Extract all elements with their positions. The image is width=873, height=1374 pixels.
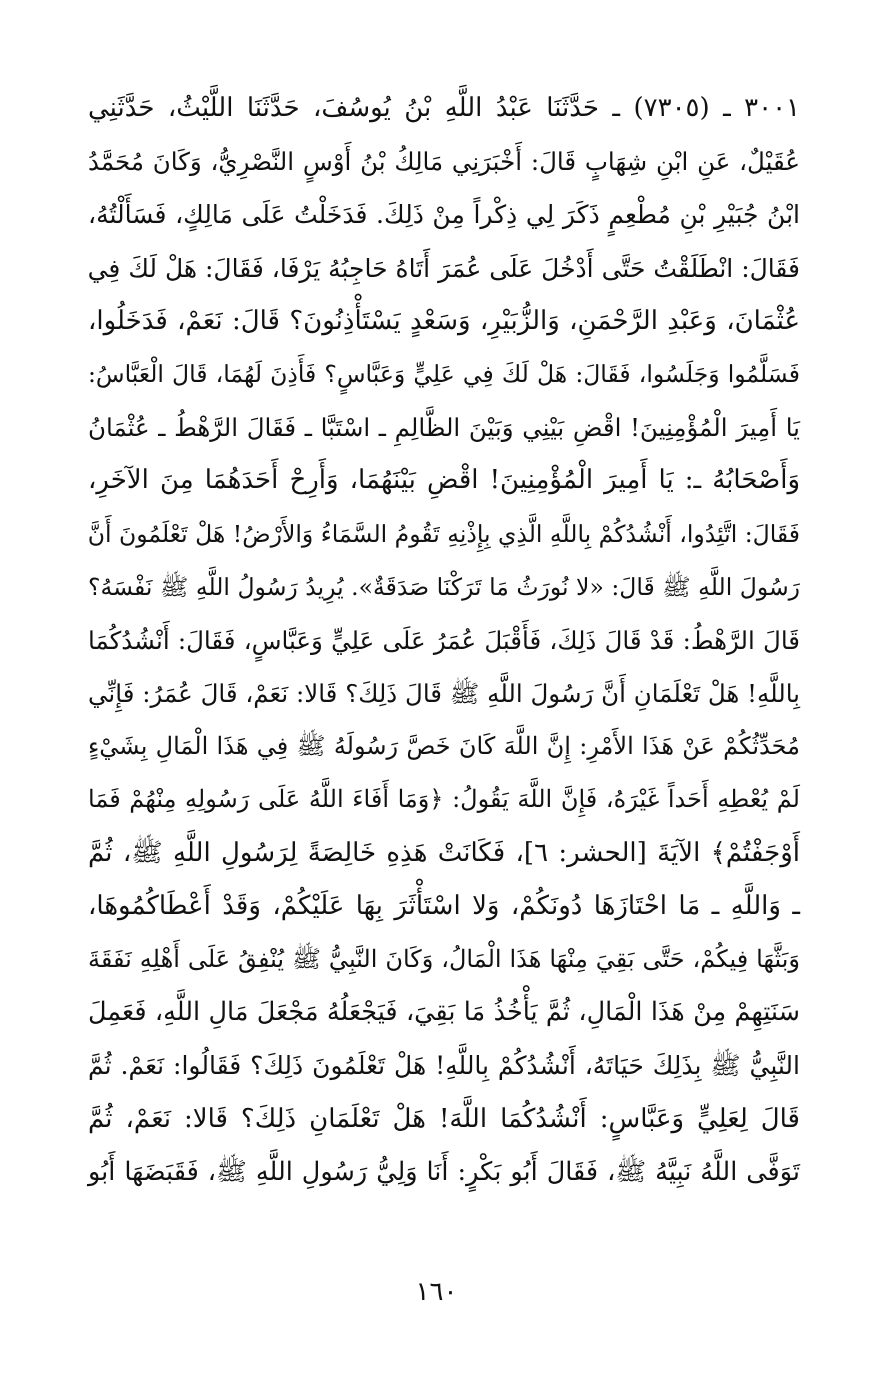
text-line: فَقَالَ: اتَّئِدُوا، أَنْشُدُكُمْ بِاللَّهِ الَّذِي بِإِذْنِهِ تَقُومُ السَّمَاءُ وَالأَرْضُ! هَلْ تَعْلَمُونَ أَنَّ [87, 519, 800, 548]
text-line: فَسَلَّمُوا وَجَلَسُوا، فَقَالَ: هَلْ لَكَ فِي عَلِيٍّ وَعَبَّاسٍ؟ فَأَذِنَ لَهُمَا، قَالَ الْعَبَّاسُ: [88, 359, 800, 388]
page-number: ١٦٠ [415, 1277, 458, 1307]
text-line: وَأَصْحَابُهُ ـ: يَا أَمِيرَ الْمُؤْمِنِينَ! اقْضِ بَيْنَهُمَا، وَأَرِحْ أَحَدَهُمَا مِنَ الآخَرِ، [88, 465, 800, 496]
text-line: قَالَ الرَّهْطُ: قَدْ قَالَ ذَلِكَ، فَأَقْبَلَ عُمَرُ عَلَى عَلِيٍّ وَعَبَّاسٍ، فَقَالَ: أَنْشُدُكُمَا [88, 625, 800, 655]
text-line: لَمْ يُعْطِهِ أَحَداً غَيْرَهُ، فَإِنَّ اللَّهَ يَقُولُ: ﴿وَمَا أَفَاءَ اللَّهُ عَلَى رَسُولِهِ مِنْهُمْ فَمَا [88, 785, 800, 814]
text-line: فَقَالَ: انْطَلَقْتُ حَتَّى أَدْخُلَ عَلَى عُمَرَ أَتَاهُ حَاجِبُهُ يَرْفَا، فَقَالَ: هَلْ لَكَ فِي [87, 253, 800, 283]
text-line: ابْنُ جُبَيْرِ بْنِ مُطْعِمٍ ذَكَرَ لِي ذِكْراً مِنْ ذَلِكَ. فَدَخَلْتُ عَلَى مَالِكٍ، فَسَأَلْتُهُ، [88, 200, 800, 230]
text-line: سَنَتِهِمْ مِنْ هَذَا الْمَالِ، ثُمَّ يَأْخُذُ مَا بَقِيَ، فَيَجْعَلُهُ مَجْعَلَ مَالِ اللَّهِ، فَعَمِلَ [88, 997, 800, 1028]
text-line: أَوْجَفْتُمْ﴾ الآيَةَ [الحشر: ٦]، فَكَانَتْ هَذِهِ خَالِصَةً لِرَسُولِ اللَّهِ ﷺ، ثُمَّ [88, 837, 801, 868]
text-line: تَوَفَّى اللَّهُ نَبِيَّهُ ﷺ، فَقَالَ أَبُو بَكْرٍ: أَنَا وَلِيُّ رَسُولِ اللَّهِ ﷺ، فَقَبَضَهَا أَبُو [88, 1156, 800, 1187]
hadith-text [88, 82, 800, 1199]
text-line: عُقَيْلٌ، عَنِ ابْنِ شِهَابٍ قَالَ: أَخْبَرَنِي مَالِكُ بْنُ أَوْسٍ النَّصْرِيُّ، وَكَانَ مُحَمَّدُ [88, 147, 800, 177]
text-line: عُثْمَانَ، وَعَبْدِ الرَّحْمَنِ، وَالزُّبَيْرِ، وَسَعْدٍ يَسْتَأْذِنُونَ؟ قَالَ: نَعَمْ، فَدَخَلُوا، [88, 305, 800, 336]
text-line: بِاللَّهِ! هَلْ تَعْلَمَانِ أَنَّ رَسُولَ اللَّهِ ﷺ قَالَ ذَلِكَ؟ قَالا: نَعَمْ، قَالَ عُمَرُ: فَإِنِّي [88, 679, 800, 709]
text-line: ٣٠٠١ ـ (٧٣٠٥) ـ حَدَّثَنَا عَبْدُ اللَّهِ بْنُ يُوسُفَ، حَدَّثَنَا اللَّيْثُ، حَدَّثَنِي [88, 93, 800, 123]
text-line: النَّبِيُّ ﷺ بِذَلِكَ حَيَاتَهُ، أَنْشُدُكُمْ بِاللَّهِ! هَلْ تَعْلَمُونَ ذَلِكَ؟ فَقَالُوا: نَعَمْ. ثُمَّ [88, 1051, 800, 1081]
text-line: وَبَثَّهَا فِيكُمْ، حَتَّى بَقِيَ مِنْهَا هَذَا الْمَالُ، وَكَانَ النَّبِيُّ ﷺ يُنْفِقُ عَلَى أَهْلِهِ نَفَقَةَ [88, 945, 800, 973]
text-line: يَا أَمِيرَ الْمُؤْمِنِينَ! اقْضِ بَيْنِي وَبَيْنَ الظَّالِمِ ـ اسْتَبَّا ـ فَقَالَ الرَّهْطُ ـ عُثْمَانُ [88, 413, 800, 443]
text-line: رَسُولَ اللَّهِ ﷺ قَالَ: «لا نُورَثُ مَا تَرَكْنَا صَدَقَةٌ». يُرِيدُ رَسُولُ اللَّهِ ﷺ نَفْسَهُ؟ [88, 572, 800, 601]
text-line: قَالَ لِعَلِيٍّ وَعَبَّاسٍ: أَنْشُدُكُمَا اللَّهَ! هَلْ تَعْلَمَانِ ذَلِكَ؟ قَالا: نَعَمْ، ثُمَّ [88, 1103, 800, 1134]
text-line: ـ وَاللَّهِ ـ مَا احْتَازَهَا دُونَكُمْ، وَلا اسْتَأْثَرَ بِهَا عَلَيْكُمْ، وَقَدْ أَعْطَاكُمُوهَا، [88, 890, 800, 921]
text-line: مُحَدِّثُكُمْ عَنْ هَذَا الأَمْرِ: إِنَّ اللَّهَ كَانَ خَصَّ رَسُولَهُ ﷺ فِي هَذَا الْمَالِ بِشَيْءٍ [88, 732, 800, 761]
